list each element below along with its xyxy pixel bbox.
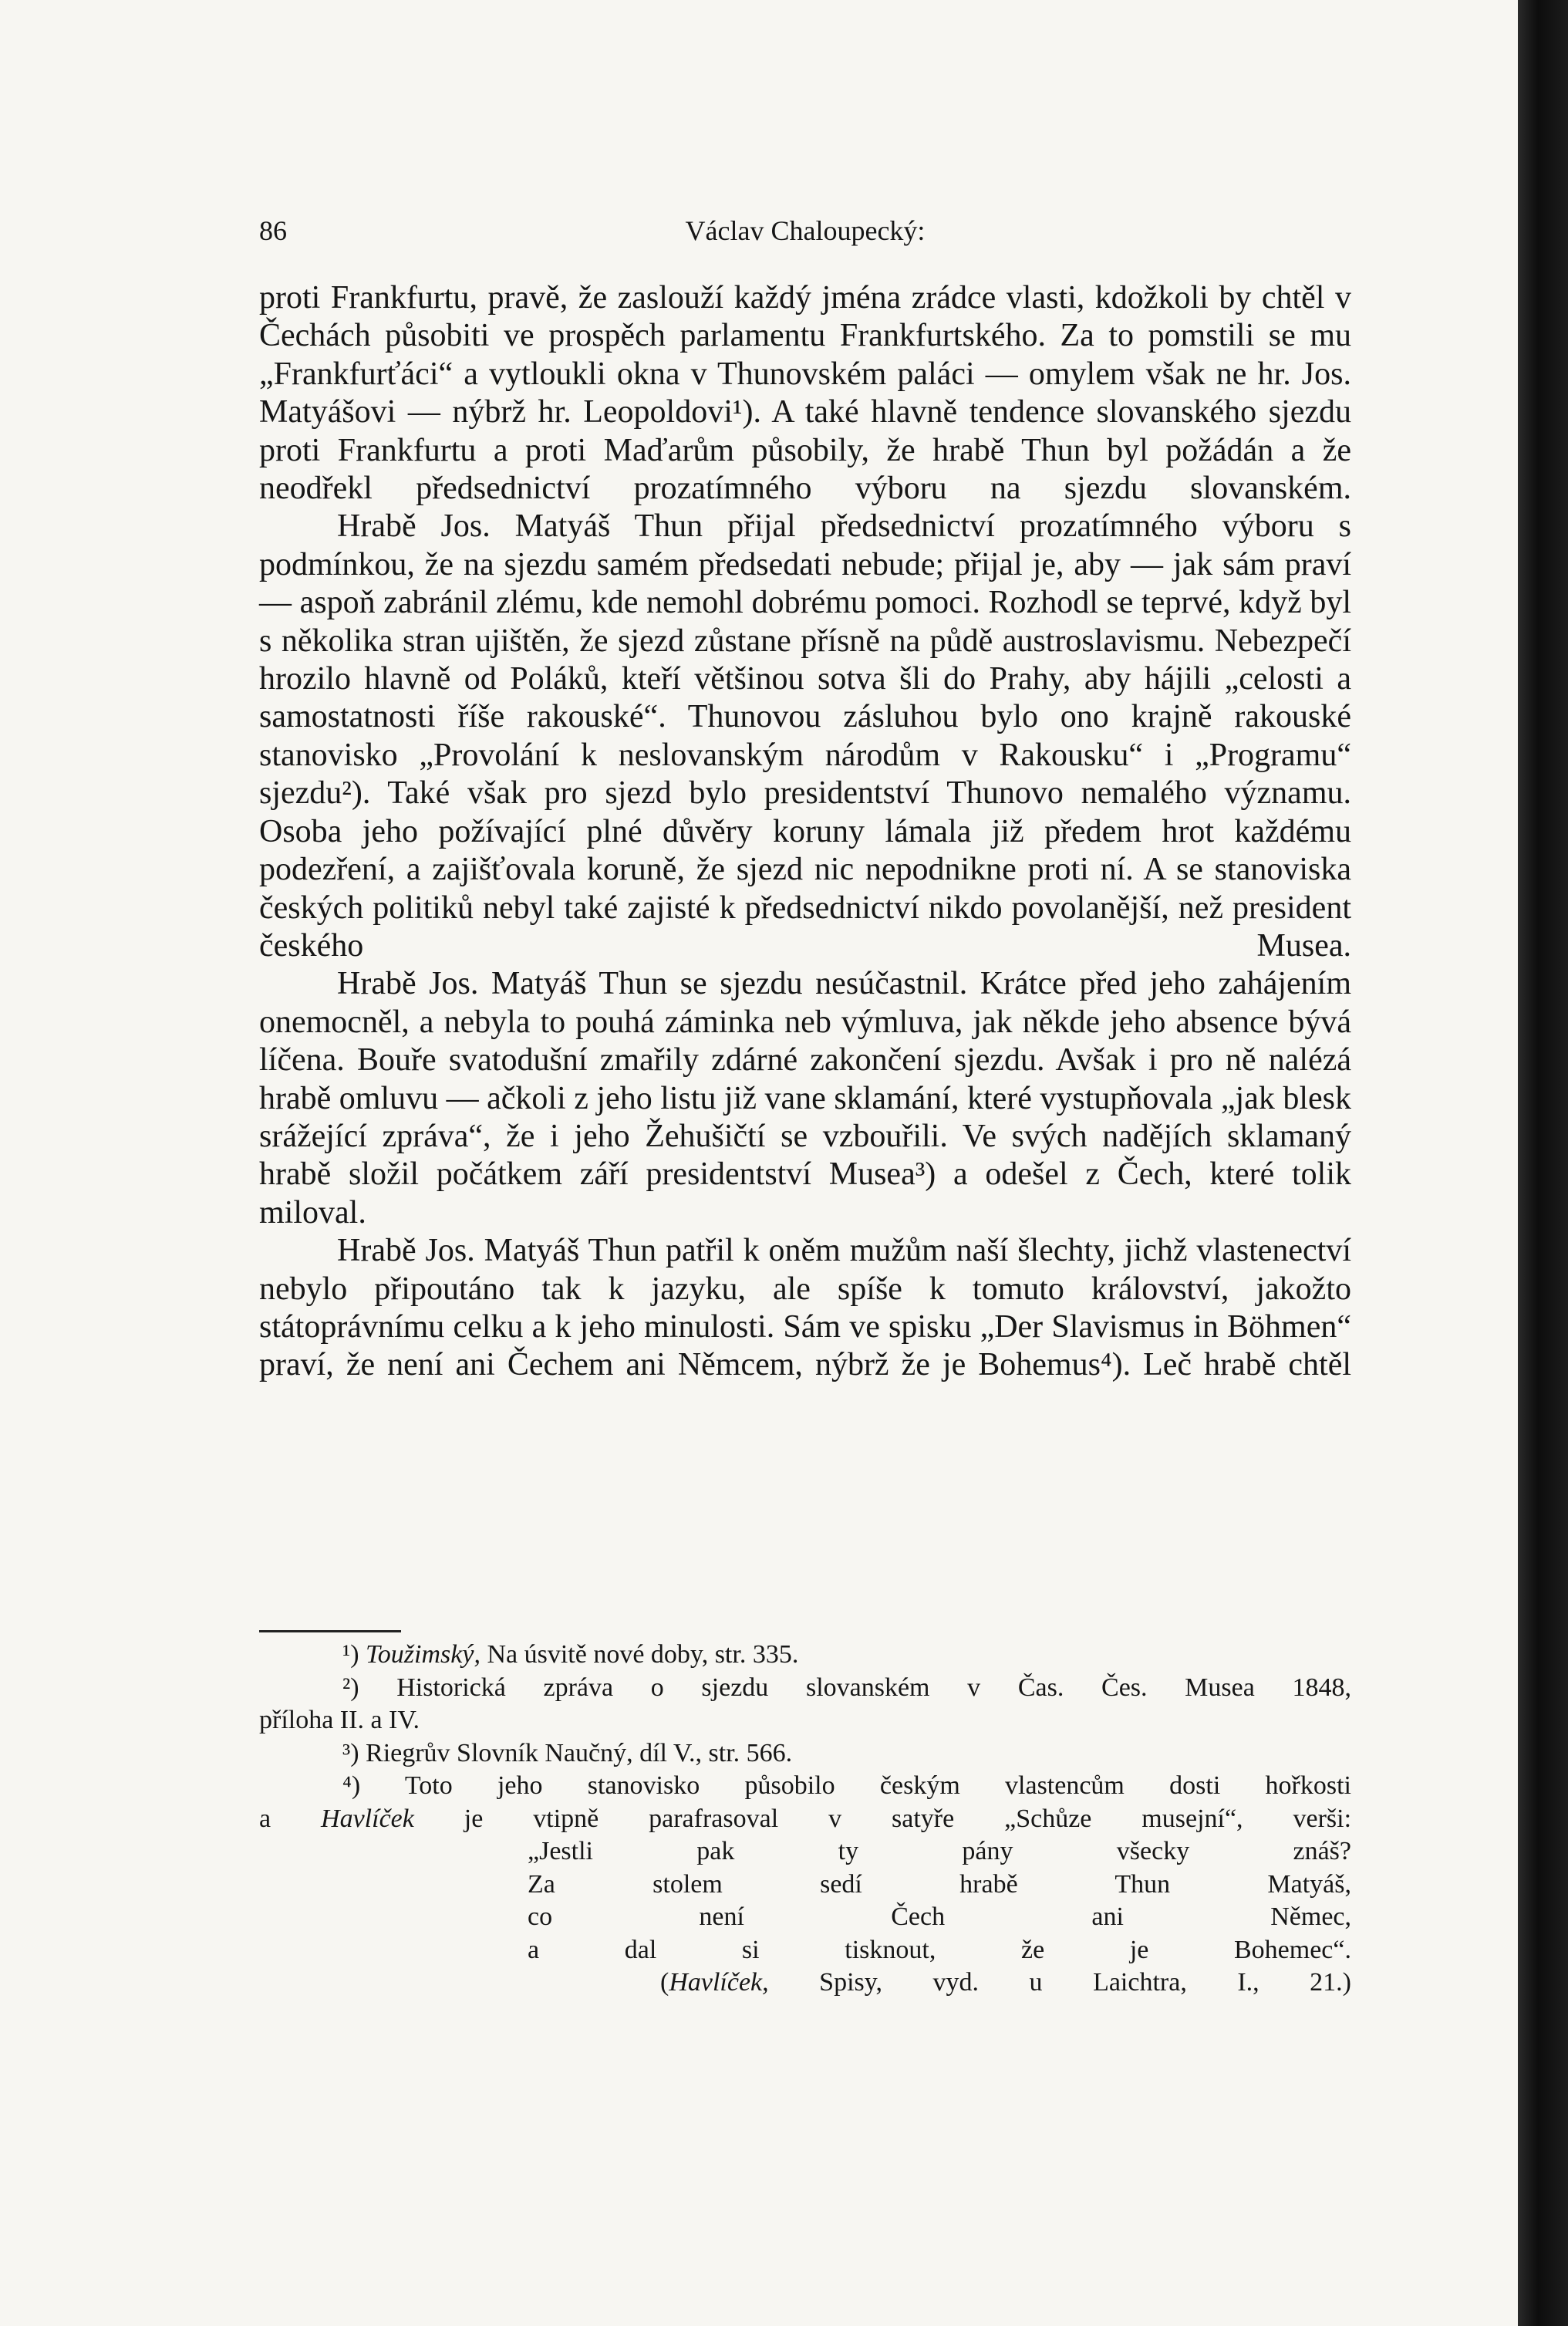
verse-line: co není Čech ani Němec,: [528, 1902, 1351, 1931]
footnote-2-continuation: příloha II. a IV.: [259, 1706, 420, 1734]
footnote-4-continuation: a Havlíček je vtipně parafrasoval v satyře „Schůze musejní“, verši:: [259, 1804, 1352, 1833]
source-author: Havlíček,: [669, 1968, 769, 1997]
scan-edge: [1518, 0, 1568, 2326]
page-header: [259, 214, 1351, 253]
footnote-4: ⁴) Toto jeho stanovisko působilo českým vlastencům dosti hořkosti: [342, 1771, 1351, 1800]
body-text: [259, 279, 1351, 1385]
verse-line: „Jestli pak ty pány všecky znáš?: [528, 1837, 1351, 1865]
footnote-3: ³) Riegrův Slovník Naučný, díl V., str. 566.: [342, 1738, 793, 1767]
paragraph: Hrabě Jos. Matyáš Thun přijal předsednictví prozatímného výboru s podmínkou, že na sjezdu samém předsedati nebude; přijal je, aby — jak sám praví — aspoň zabránil zlému, kde nemohl dobrému pomoci. Rozhodl se teprvé, když byl s několika stran ujištěn, že sjezd zůstane přísně na půdě austroslavismu. Nebezpečí hrozilo hlavně od Poláků, kteří většinou sotva šli do Prahy, aby hájili „celosti a samostatnosti říše rakouské“. Thunovou zásluhou bylo ono krajně rakouské stanovisko „Provolání k neslovanským národům v Rakousku“ i „Programu“ sjezdu²). Také však pro sjezd bylo presidentství Thunovo nemalého významu. Osoba jeho požívající plné důvěry koruny lámala již předem hrot každému podezření, a zajišťovala koruně, že sjezd nic nepodnikne proti ní. A se stanoviska českých politiků nebyl také zajisté k předsednictví nikdo povolanější, než president českého Musea.: [259, 508, 1351, 964]
paragraph: Hrabě Jos. Matyáš Thun se sjezdu nesúčastnil. Krátce před jeho zahájením onemocněl, a nebyla to pouhá záminka neb výmluva, jak někde jeho absence bývá líčena. Bouře svatodušní zmařily zdárné zakončení sjezdu. Avšak i pro ně nalézá hrabě omluvu — ačkoli z jeho listu již vane sklamání, které vystupňovala „jak blesk srážející zpráva“, že i jeho Žehušičtí se vzbouřili. Ve svých nadějích sklamaný hrabě složil počátkem září presidentství Musea³) a odešel z Čech, které tolik miloval.: [259, 966, 1351, 1231]
footnote-2: ²) Historická zpráva o sjezdu slovanském v Čas. Čes. Musea 1848,: [342, 1673, 1351, 1702]
verse-line: a dal si tisknout, že je Bohemec“.: [528, 1935, 1351, 1964]
paragraph: proti Frankfurtu, pravě, že zaslouží každý jména zrádce vlasti, kdožkoli by chtěl v Čechách působiti ve prospěch parlamentu Frankfurtského. Za to pomstili se mu „Frankfurťáci“ a vytloukli okna v Thunovském paláci — omylem však ne hr. Jos. Matyášovi — nýbrž hr. Leopoldovi¹). A také hlavně tendence slovanského sjezdu proti Frankfurtu a proti Maďarům působily, že hrabě Thun byl požádán a že neodřekl předsednictví prozatímného výboru na sjezdu slovanském.: [259, 280, 1351, 507]
page-number: 86: [259, 215, 287, 246]
running-title: Václav Chaloupecký:: [685, 215, 926, 246]
verse-source: (Havlíček, Spisy, vyd. u Laichtra, I., 21.): [660, 1968, 1352, 1997]
footnote-author: Toužimský,: [366, 1640, 481, 1669]
footnotes: [259, 1639, 1351, 2000]
footnote-rule: [259, 1630, 401, 1632]
paragraph: Hrabě Jos. Matyáš Thun patřil k oněm mužům naší šlechty, jichž vlastenectví nebylo připoutáno tak k jazyku, ale spíše k tomuto království, jakožto státoprávnímu celku a k jeho minulosti. Sám ve spisku „Der Slavismus in Böhmen“ praví, že není ani Čechem ani Němcem, nýbrž že je Bohemus⁴). Leč hrabě chtěl: [259, 1233, 1351, 1383]
footnote-1: ¹) Toužimský, Na úsvitě nové doby, str. 335.: [342, 1640, 799, 1669]
footnote-author: Havlíček: [321, 1804, 414, 1833]
verse-line: Za stolem sedí hrabě Thun Matyáš,: [528, 1869, 1351, 1899]
